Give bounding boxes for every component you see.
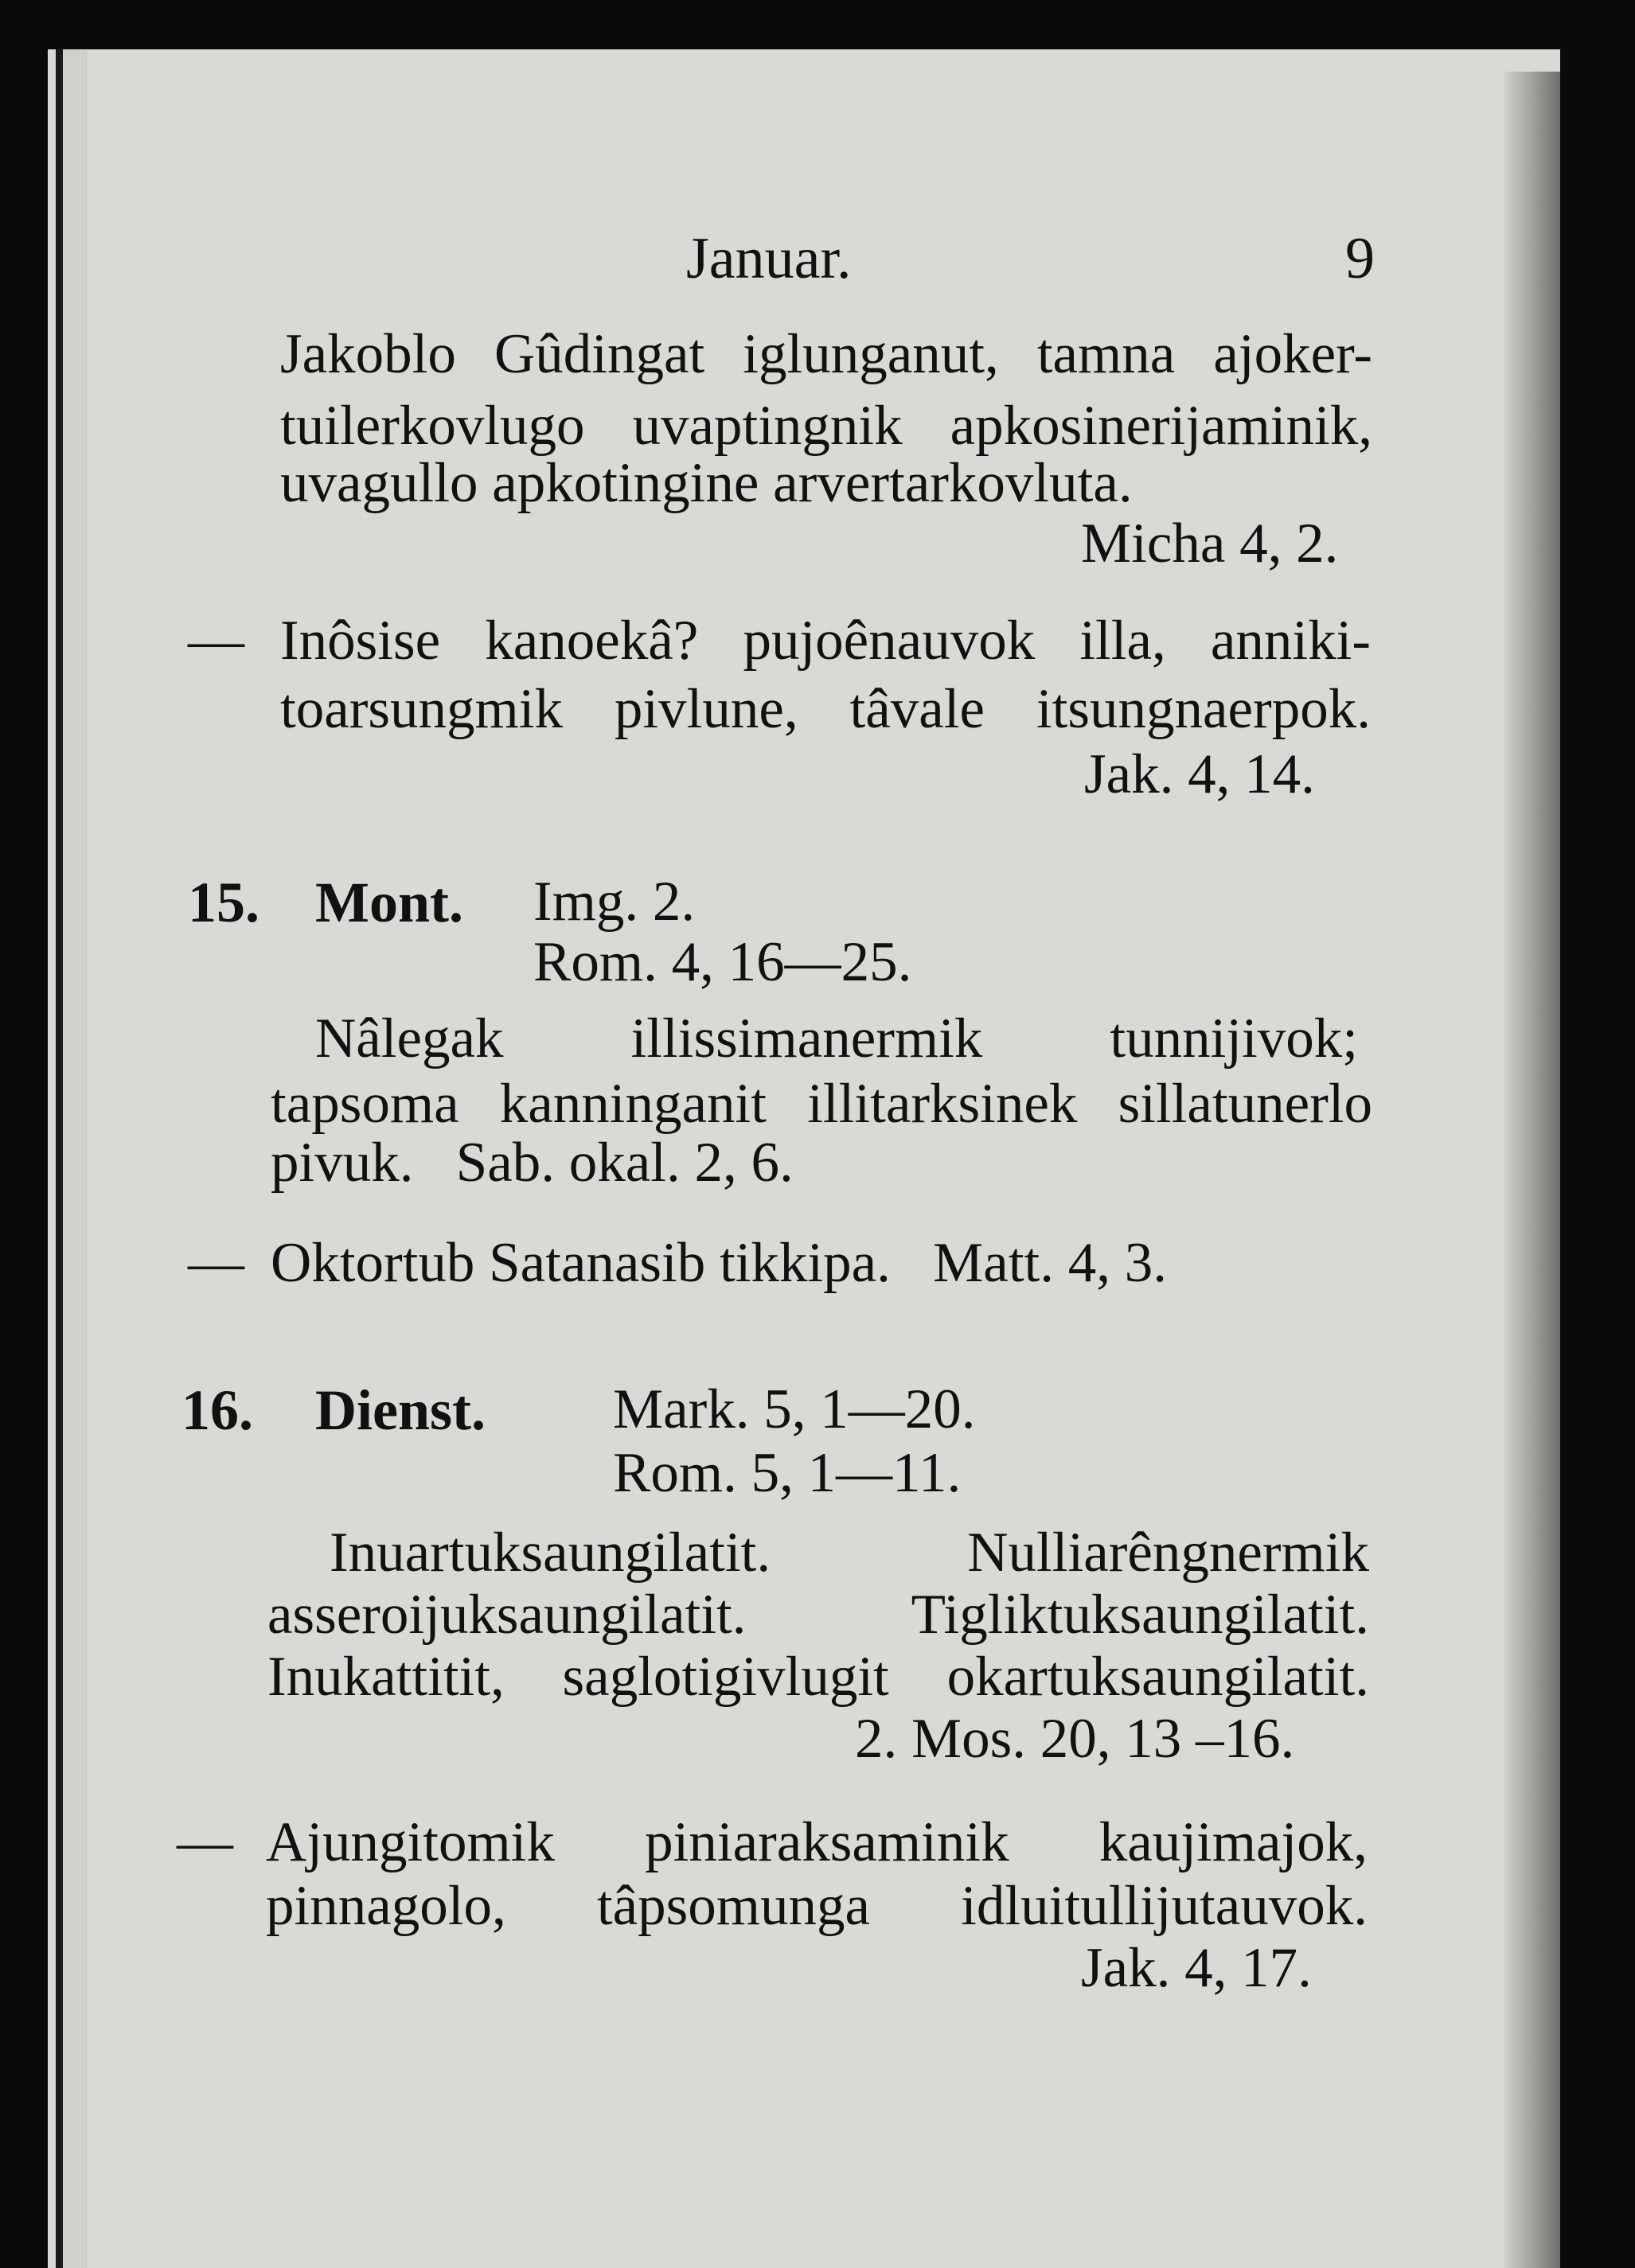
- scripture-reference: Jak. 4, 17.: [1081, 1937, 1312, 1999]
- page-number: 9: [1345, 226, 1375, 291]
- verse-line: asseroijuksaungilatit. Tigliktuksaungilatit.: [267, 1584, 1369, 1646]
- verse-line: pivuk. Sab. okal. 2, 6.: [271, 1132, 794, 1194]
- scripture-reference: 2. Mos. 20, 13 –16.: [855, 1708, 1295, 1770]
- reading-reference: Rom. 4, 16—25.: [533, 931, 912, 993]
- verse-line: Inukattitit, saglotigivlugit okartuksaungilatit.: [267, 1646, 1369, 1708]
- dash-marker: —: [177, 1811, 233, 1873]
- reading-reference: Img. 2.: [533, 871, 696, 933]
- reading-reference: Rom. 5, 1—11.: [613, 1442, 962, 1504]
- book-spine: [56, 49, 88, 2268]
- verse-line: Oktortub Satanasib tikkipa. Matt. 4, 3.: [271, 1232, 1168, 1294]
- verse-line: Ajungitomik piniaraksaminik kaujimajok,: [266, 1811, 1368, 1873]
- weekday-label: Mont.: [315, 871, 463, 934]
- scripture-reference: Jak. 4, 14.: [1084, 743, 1315, 805]
- verse-line: Inôsise kanoekâ? pujoênauvok illa, anniki-: [280, 610, 1371, 672]
- dash-marker: —: [188, 1232, 244, 1294]
- verse-line: Nâlegak illissimanermik tunnijivok;: [315, 1007, 1358, 1070]
- verse-line: tapsoma kanninganit illitarksinek sillatunerlo: [271, 1073, 1372, 1135]
- verse-line: Jakoblo Gûdingat iglunganut, tamna ajoker-: [280, 323, 1372, 385]
- verse-line: toarsungmik pivlune, tâvale itsungnaerpok.: [280, 678, 1371, 740]
- verse-line: tuilerkovlugo uvaptingnik apkosinerijaminik,: [280, 395, 1372, 457]
- verse-line: uvagullo apkotingine arvertarkovluta.: [280, 452, 1133, 514]
- verse-line: pinnagolo, tâpsomunga idluitullijutauvok.: [266, 1875, 1368, 1937]
- dash-marker: —: [188, 610, 244, 672]
- scripture-reference: Micha 4, 2.: [1081, 512, 1339, 575]
- page-edge: [1504, 72, 1560, 2268]
- running-head-month: Januar.: [686, 226, 852, 291]
- day-number: 15.: [188, 871, 259, 934]
- weekday-label: Dienst.: [315, 1378, 486, 1442]
- reading-reference: Mark. 5, 1—20.: [613, 1378, 976, 1440]
- day-number: 16.: [181, 1378, 253, 1442]
- verse-line: Inuartuksaungilatit. Nulliarêngnermik: [330, 1522, 1369, 1584]
